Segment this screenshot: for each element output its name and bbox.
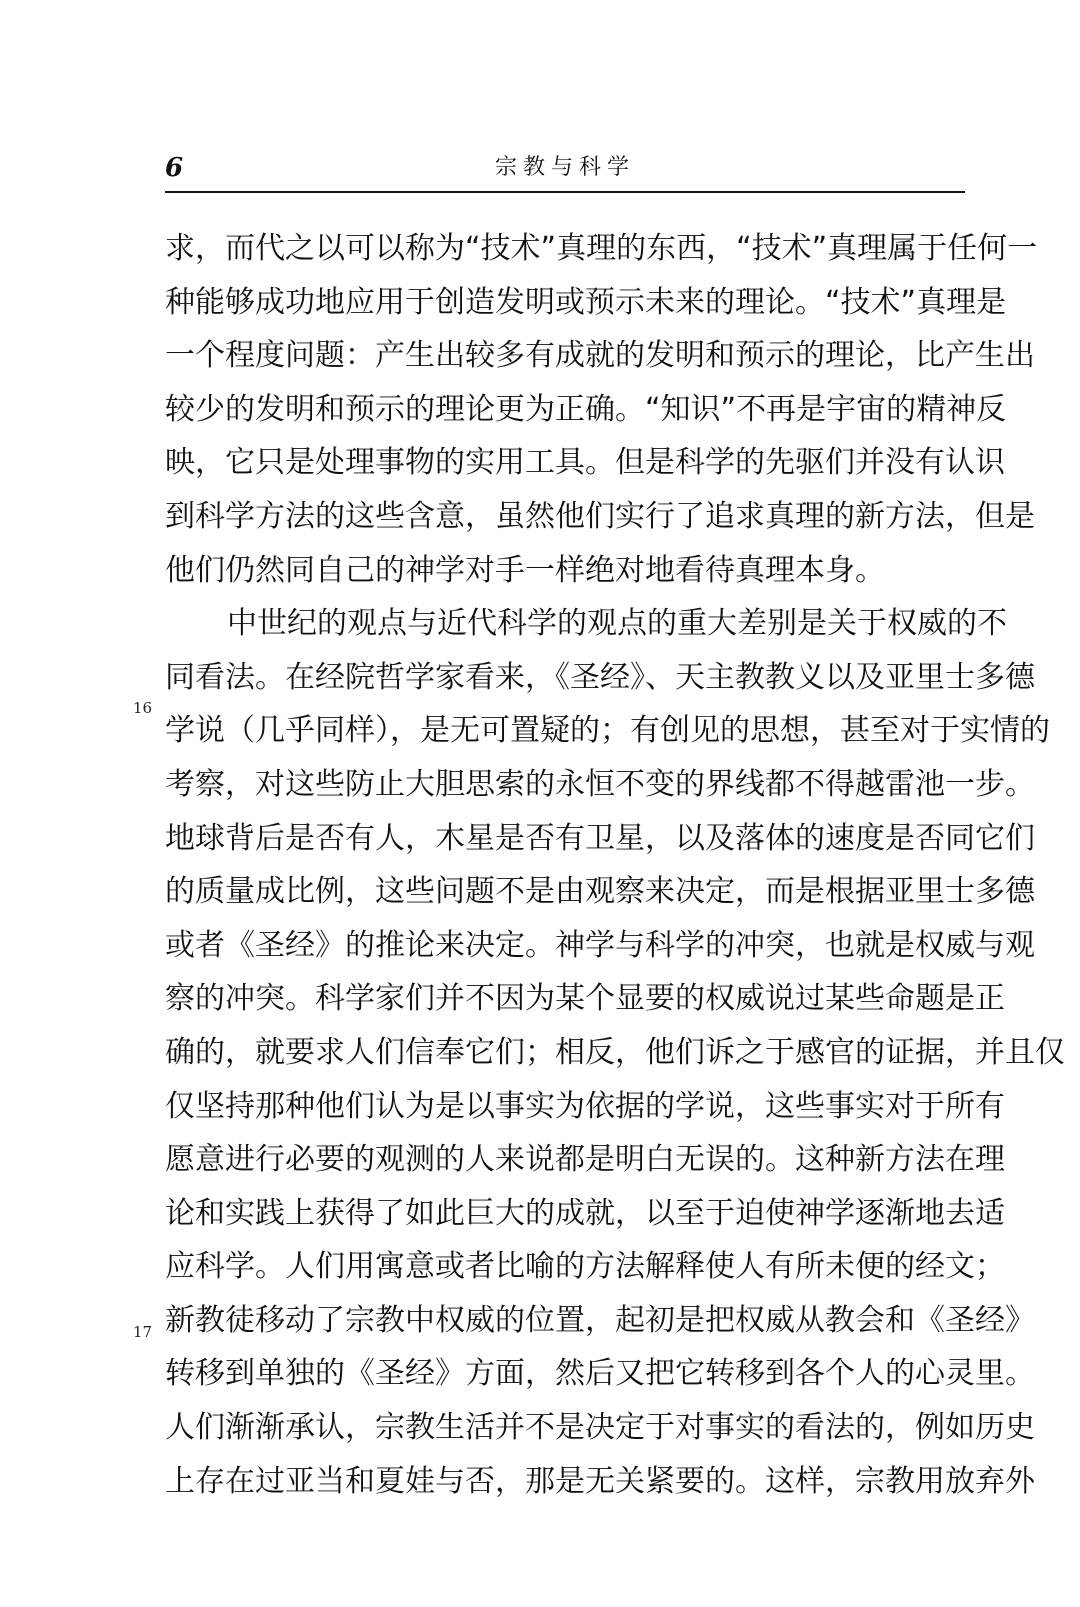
text-line: 上存在过亚当和夏娃与否，那是无关紧要的。这样，宗教用放弃外 (165, 1463, 1035, 1499)
text-line: 地球背后是否有人，木星是否有卫星，以及落体的速度是否同它们 (165, 820, 1035, 856)
text-line: 或者《圣经》的推论来决定。神学与科学的冲突，也就是权威与观 (165, 927, 1035, 963)
text-line: 一个程度问题：产生出较多有成就的发明和预示的理论，比产生出 (165, 338, 1035, 374)
body-text (165, 222, 1065, 1508)
margin-page-reference: 16 (133, 699, 153, 717)
text-line: 新教徒移动了宗教中权威的位置，起初是把权威从教会和《圣经》 (165, 1302, 1035, 1338)
text-line: 映，它只是处理事物的实用工具。但是科学的先驱们并没有认识 (165, 445, 1005, 481)
text-line: 考察，对这些防止大胆思索的永恒不变的界线都不得越雷池一步。 (165, 766, 1035, 802)
text-line: 察的冲突。科学家们并不因为某个显要的权威说过某些命题是正 (165, 981, 1005, 1017)
page-header (165, 148, 965, 188)
header-rule (165, 191, 965, 193)
text-line: 愿意进行必要的观测的人来说都是明白无误的。这种新方法在理 (165, 1142, 1005, 1178)
text-line: 论和实践上获得了如此巨大的成就，以至于迫使神学逐渐地去适 (165, 1195, 1005, 1231)
page-number: 6 (165, 153, 184, 183)
paragraph-first-line: 中世纪的观点与近代科学的观点的重大差别是关于权威的不 (227, 606, 1007, 642)
text-line: 仅坚持那种他们认为是以事实为依据的学说，这些事实对于所有 (165, 1088, 1005, 1124)
text-line: 确的，就要求人们信奉它们；相反，他们诉之于感官的证据，并且仅 (165, 1034, 1065, 1070)
text-line: 同看法。在经院哲学家看来，《圣经》、天主教教义以及亚里士多德 (165, 659, 1035, 695)
margin-page-reference: 17 (133, 1323, 153, 1341)
text-line: 学说（几乎同样），是无可置疑的；有创见的思想，甚至对于实情的 (165, 713, 1050, 749)
text-line: 种能够成功地应用于创造发明或预示未来的理论。“技术”真理是 (165, 284, 1007, 320)
text-line: 应科学。人们用寓意或者比喻的方法解释使人有所未便的经文； (165, 1249, 1005, 1285)
text-line: 人们渐渐承认，宗教生活并不是决定于对事实的看法的，例如历史 (165, 1410, 1035, 1446)
text-line: 的质量成比例，这些问题不是由观察来决定，而是根据亚里士多德 (165, 874, 1035, 910)
text-line: 转移到单独的《圣经》方面，然后又把它转移到各个人的心灵里。 (165, 1356, 1035, 1392)
text-line: 到科学方法的这些含意，虽然他们实行了追求真理的新方法，但是 (165, 498, 1035, 534)
running-title: 宗教与科学 (494, 155, 635, 180)
text-line: 他们仍然同自己的神学对手一样绝对地看待真理本身。 (165, 552, 885, 588)
text-line: 较少的发明和预示的理论更为正确。“知识”不再是宇宙的精神反 (165, 391, 1007, 427)
text-line: 求，而代之以可以称为“技术”真理的东西，“技术”真理属于任何一 (165, 231, 1038, 266)
